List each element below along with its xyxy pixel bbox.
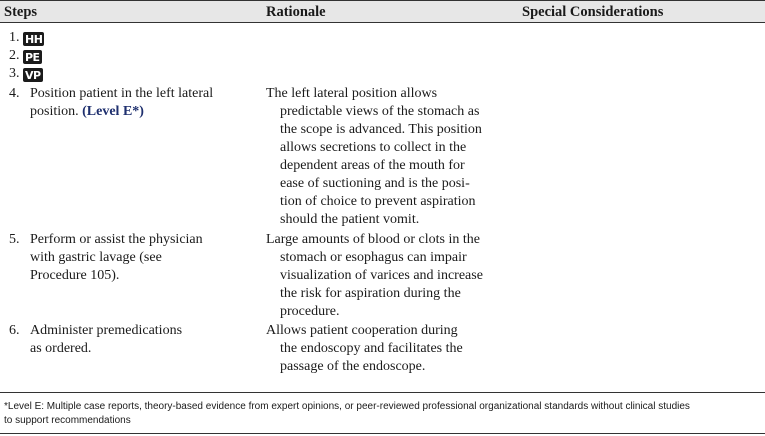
step-text-line: as ordered. xyxy=(30,341,92,356)
rationale-line: stomach or esophagus can impair xyxy=(280,250,467,265)
rationale-line: tion of choice to prevent aspiration xyxy=(280,194,476,209)
rationale-line: the risk for aspiration during the xyxy=(280,286,461,301)
step-text-line: position. (Level E*) xyxy=(30,104,144,119)
rationale-line: passage of the endoscope. xyxy=(280,359,426,374)
header-special-considerations: Special Considerations xyxy=(522,4,664,20)
rationale-line: procedure. xyxy=(280,304,340,319)
hand-hygiene-icon: HH xyxy=(25,33,43,46)
step-text-line: Perform or assist the physician xyxy=(30,232,203,247)
step-text-line: Position patient in the left lateral xyxy=(30,86,214,101)
step-text-line: Procedure 105). xyxy=(30,268,120,283)
step-number: 1. xyxy=(9,30,20,45)
step-2 xyxy=(9,47,42,65)
evidence-level-label: (Level E*) xyxy=(82,104,144,119)
step-number: 3. xyxy=(9,66,20,81)
rationale-line: Large amounts of blood or clots in the xyxy=(266,232,480,247)
step-text-line: Administer premedications xyxy=(30,323,183,338)
step-text-line: with gastric lavage (see xyxy=(30,250,162,265)
rationale-line: The left lateral position allows xyxy=(266,86,438,101)
footnote-line: *Level E: Multiple case reports, theory-based evidence from expert opinions, or peer-reviewed professional organizational standards without clinical studies xyxy=(4,401,690,412)
rationale-line: predictable views of the stomach as xyxy=(280,104,480,119)
header-steps: Steps xyxy=(4,4,38,20)
step-number: 4. xyxy=(9,86,20,101)
footnote-divider xyxy=(0,392,765,393)
rationale-line: allows secretions to collect in the xyxy=(280,140,467,155)
protective-equipment-icon: PE xyxy=(25,51,40,64)
bottom-rule xyxy=(0,433,765,434)
rationale-line: visualization of varices and increase xyxy=(280,268,483,283)
rationale-line: the endoscopy and facilitates the xyxy=(280,341,463,356)
step-number: 5. xyxy=(9,232,20,247)
step-3 xyxy=(9,65,43,83)
footnote-line: to support recommendations xyxy=(4,415,131,426)
step-number: 2. xyxy=(9,48,20,63)
rationale-line: ease of suctioning and is the posi- xyxy=(280,176,470,191)
rationale-line: the scope is advanced. This position xyxy=(280,122,482,137)
rationale-line: should the patient vomit. xyxy=(280,212,420,227)
step-number: 6. xyxy=(9,323,20,338)
verify-patient-icon: VP xyxy=(25,69,41,82)
rationale-line: dependent areas of the mouth for xyxy=(280,158,465,173)
header-rationale: Rationale xyxy=(266,4,326,20)
table-header xyxy=(0,0,765,23)
step-1 xyxy=(9,29,44,47)
rationale-line: Allows patient cooperation during xyxy=(266,323,458,338)
